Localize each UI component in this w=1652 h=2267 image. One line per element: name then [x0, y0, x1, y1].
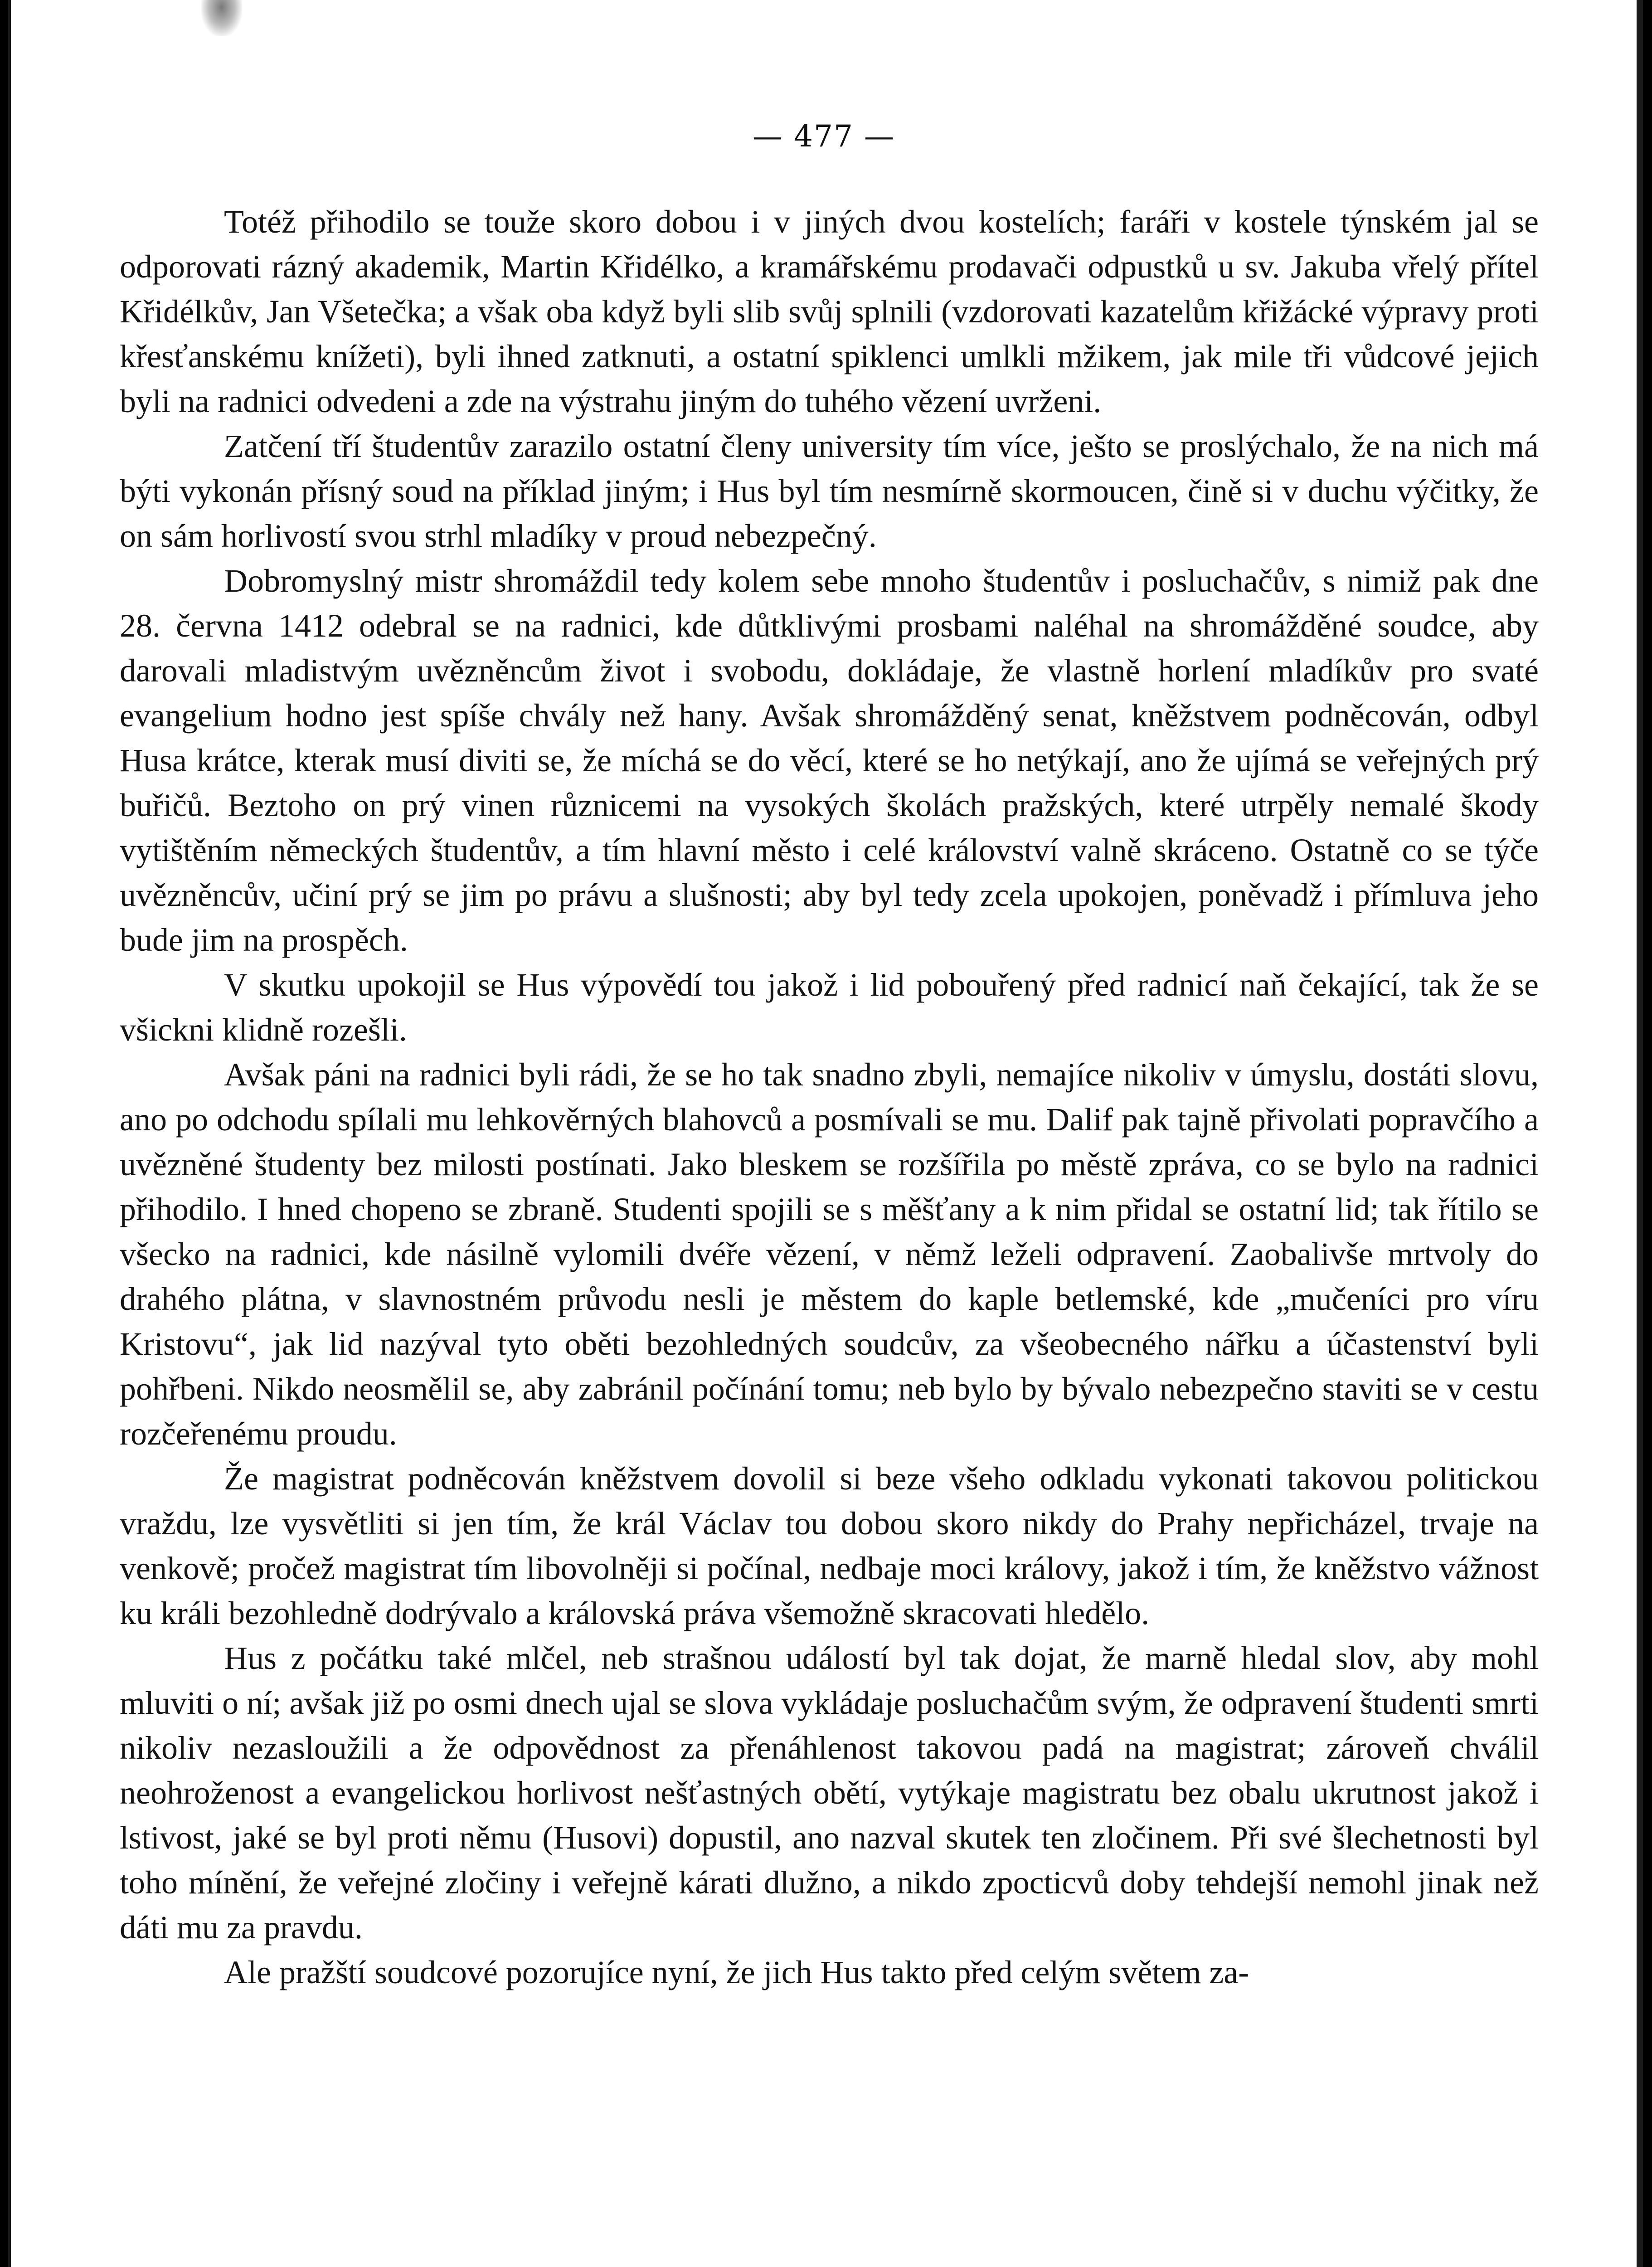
- paragraph: Totéž přihodilo se touže skoro dobou i v jiných dvou kostelích; faráři v kostele týnském jal se odporovati rázný akademik, Martin Křidélko, a kramářskému prodavači odpustků u sv. Jakuba vřelý přítel Křidélkův, Jan Všetečka; a však oba když byli slib svůj splnili (vzdorovati kazatelům křižácké výpravy proti křesťanskému knížeti), byli ihned zatknuti, a ostatní spiklenci umlkli mžikem, jak mile tři vůdcové jejich byli na radnici odvedeni a zde na výstrahu jiným do tuhého vězení uvrženi.: [120, 204, 1539, 419]
- paragraph: Ale pražští soudcové pozorujíce nyní, že jich Hus takto před celým světem za-: [224, 1954, 1249, 1990]
- paragraph: Hus z počátku také mlčel, neb strašnou událostí byl tak dojat, že marně hledal slov, aby mohl mluviti o ní; avšak již po osmi dnech ujal se slova vykládaje posluchačům svým, že odpravení študenti smrti nikoliv nezasloužili a že odpovědnost za přenáhlenost takovou padá na magistrat; zároveň chválil neohroženost a evangelickou horlivost nešťastných obětí, vytýkaje magistratu bez obalu ukrutnost jakož i lstivost, jaké se byl proti němu (Husovi) dopustil, ano nazval skutek ten zločinem. Při své šlechetnosti byl toho mínění, že veřejné zločiny i veřejně kárati dlužno, a nikdo zpocticvů doby tehdejší nemohl jinak než dáti mu za pravdu.: [120, 1640, 1539, 1946]
- page-number: — 477 —: [753, 119, 895, 154]
- scanned-page: [8, 0, 1643, 2267]
- scan-smudge: [201, 0, 242, 36]
- paragraph: Avšak páni na radnici byli rádi, že se ho tak snadno zbyli, nemajíce nikoliv v úmyslu, dostáti slovu, ano po odchodu spílali mu lehkověrných blahovců a posmívali se mu. Dalif pak tajně přivolati popravčího a uvězněné študenty bez milosti postínati. Jako bleskem se rozšířila po městě zpráva, co se bylo na radnici přihodilo. I hned chopeno se zbraně. Studenti spojili se s měšťany a k nim přidal se ostatní lid; tak řítilo se všecko na radnici, kde násilně vylomili dvéře vězení, v němž leželi odpravení. Zaobalivše mrtvoly do drahého plátna, v slavnostném průvodu nesli je městem do kaple betlemské, kde „mučeníci pro víru Kristovu“, jak lid nazýval tyto oběti bezohledných soudcův, za všeobecného nářku a účastenství byli pohřbeni. Nikdo neosmělil se, aby zabránil počínání tomu; neb bylo by bývalo nebezpečno staviti se v cestu rozčeřenému proudu.: [120, 1056, 1539, 1452]
- paragraph: V skutku upokojil se Hus výpovědí tou jakož i lid pobouřený před radnicí naň čekající, tak že se všickni klidně rozešli.: [120, 967, 1539, 1048]
- paragraph: Že magistrat podněcován kněžstvem dovolil si beze všeho odkladu vykonati takovou politickou vraždu, lze vysvětliti si jen tím, že král Václav tou dobou skoro nikdy do Prahy nepřicházel, trvaje na venkově; pročež magistrat tím libovolněji si počínal, nedbaje moci královy, jakož i tím, že kněžstvo vážnost ku králi bezohledně dodrývalo a královská práva všemožně skracovati hledělo.: [120, 1460, 1539, 1631]
- paragraph: Dobromyslný mistr shromáždil tedy kolem sebe mnoho študentův i posluchačův, s nimiž pak dne 28. června 1412 odebral se na radnici, kde důtklivými prosbami naléhal na shromážděné soudce, aby darovali mladistvým uvězněncům život i svobodu, dokládaje, že vlastně horlení mladíkův pro svaté evangelium hodno jest spíše chvály než hany. Avšak shromážděný senat, kněžstvem podněcován, odbyl Husa krátce, kterak musí diviti se, že míchá se do věcí, které se ho netýkají, ano že ujímá se veřejných prý buřičů. Beztoho on prý vinen různicemi na vysokých školách pražských, které utrpěly nemalé škody vytištěním německých študentův, a tím hlavní město i celé království valně skráceno. Ostatně co se týče uvězněncův, učiní prý se jim po právu a slušnosti; aby byl tedy zcela upokojen, poněvadž i přímluva jeho bude jim na prospěch.: [120, 563, 1539, 958]
- body-text: [120, 199, 1539, 1995]
- paragraph: Zatčení tří študentův zarazilo ostatní členy university tím více, ješto se proslýchalo, že na nich má býti vykonán přísný soud na příklad jiným; i Hus byl tím nesmírně skormoucen, čině si v duchu výčitky, že on sám horlivostí svou strhl mladíky v proud nebezpečný.: [120, 428, 1539, 554]
